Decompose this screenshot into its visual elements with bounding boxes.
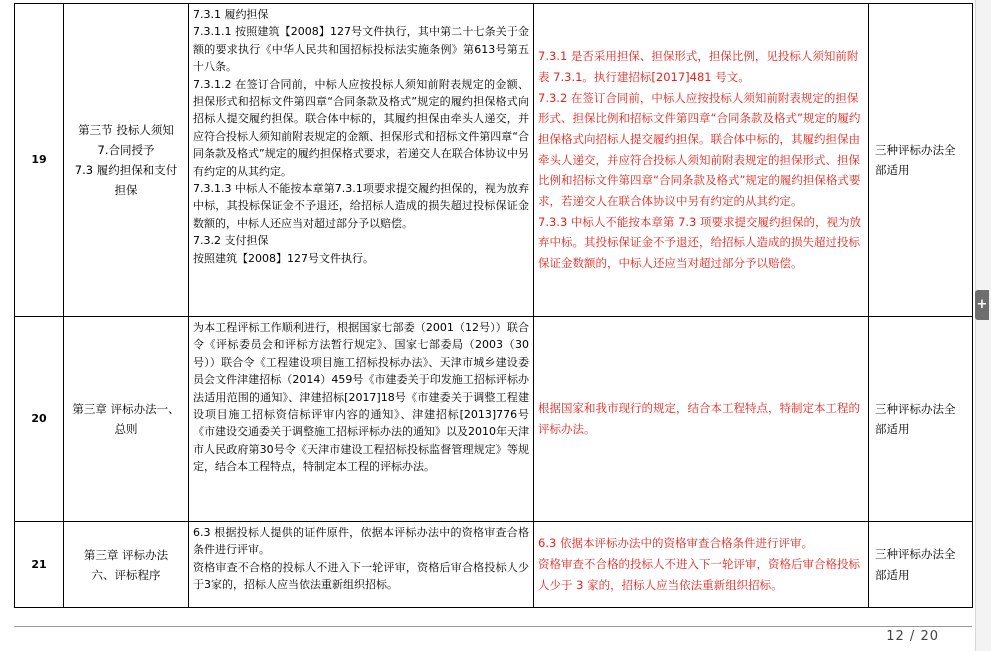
row-number: 19 [15,4,64,317]
row-number: 20 [15,317,64,522]
modified-paragraph: 7.3.1 是否采用担保、担保形式，担保比例，见投标人须知前附表 7.3.1。执行建招标[2017]481 号文。 [538,49,859,84]
modified-paragraph: 根据国家和我市现行的规定，结合本工程特点，特制定本工程的评标办法。 [538,401,860,436]
section-line: 第三章 评标办法 [83,547,169,562]
original-paragraph: 7.3.1 履约担保 [193,8,269,21]
original-paragraph: 7.3.1.3 中标人不能按本章第7.3.1项要求提交履约担保的，视为放弃中标，其投标保证金不予退还，给招标人造成的损失超过投标保证金数额的，中标人还应当对超过部分予以赔偿。 [193,182,529,230]
original-paragraph: 7.3.1.1 按照建筑【2008】127号文件执行，其中第二十七条关于金额的要求执行《中华人民共和国招标投标法实施条例》第613号第五十八条。 [193,25,529,74]
original-clause [189,522,534,608]
original-paragraph: 按照建筑【2008】127号文件执行。 [193,251,374,265]
original-paragraph: 为本工程评标工作顺利进行，根据国家七部委（2001（12号））联合令《评标委员会和评标方法暂行规定》、国家七部委局（2003（30号））联合令《工程建设项目施工招标投标办法》、天津市城乡建设委员会文件津建招标（2014）459号《市建委关于印发施工招标评标办法适用范围的通知》、津建招标[2017]18号《市建委关于调整工程建设项目施工招标资信标评审内容的通知》、津建招标[2013]776号《市建设交通委关于调整施工招标评标办法的通知》以及2010年天津市人民政府第30号令《天津市建设工程招标投标监督管理规定》等规定，结合本工程特点，特制定本工程的评标办法。 [193,321,529,474]
section-reference [64,4,189,317]
original-paragraph: 资格审查不合格的投标人不进入下一轮评审，资格后审合格投标人少于3家的，招标人应当依法重新组织招标。 [193,560,529,592]
modified-paragraph: 7.3.3 中标人不能按本章第 7.3 项要求提交履约担保的，视为放弃中标。其投标保证金不予退还，给招标人造成的损失超过投标保证金数额的，中标人还应当对超过部分予以赔偿。 [538,214,862,271]
table-row [15,317,973,522]
page-footer-rule [14,626,972,627]
row-number: 21 [15,522,64,608]
modified-clause [534,522,869,608]
page-number [886,629,939,644]
table-row [15,4,973,317]
section-line: 第三章 评标办法一、 [72,402,180,416]
modified-paragraph: 资格审查不合格的投标人不进入下一轮评审，资格后审合格投标人少于 3 家的，招标人应当依法重新组织招标。 [538,557,860,592]
expand-panel-button[interactable] [975,290,989,320]
original-paragraph: 7.3.2 支付担保 [193,234,269,248]
plus-icon: + [976,297,988,312]
original-clause [189,317,534,522]
section-line: 第三节 投标人须知 [78,123,174,137]
section-reference [64,317,189,522]
current-page: 12 [886,629,905,644]
modified-clause [534,317,869,522]
section-line: 7.合同授予 [97,143,155,157]
original-paragraph: 6.3 根据投标人提供的证件原件，依据本评标办法中的资格审查合格条件进行评审。 [193,526,529,557]
modified-paragraph: 7.3.2 在签订合同前，中标人应按投标人须知前附表规定的担保形式、担保比例和招标文件第四章“合同条款及格式”规定的履约担保格式向招标人提交履约担保。联合体中标的，其履约担保由牵头人递交，并应符合投标人须知前附表规定的担保形式、担保比例和招标文件第四章“合同条款及格式”规定的履约担保格式要求，若递交人在联合体协议中另有约定的从其约定。 [538,90,861,209]
page-separator: / [909,629,916,644]
original-clause [189,4,534,317]
section-line: 7.3 履约担保和支付 [74,163,178,177]
scroll-gutter [975,0,991,651]
applicability-note: 三种评标办法全部适用 [869,4,973,317]
applicability-note: 三种评标办法全部适用 [869,522,973,608]
original-paragraph: 7.3.1.2 在签订合同前，中标人应按投标人须知前附表规定的金额、担保形式和招标文件第四章“合同条款及格式”规定的履约担保格式向招标人提交履约担保。联合体中标的，其履约担保由牵头人递交，并应符合投标人须知前附表规定的金额、担保形式和招标文件第四章“合同条款及格式”规定的履约担保格式要求，若递交人在联合体协议中另有约定的从其约定。 [193,77,529,178]
comparison-table [14,3,973,608]
modified-clause [534,4,869,317]
section-line: 总则 [114,422,138,436]
section-line: 担保 [114,183,138,197]
table-row [15,522,973,608]
total-pages: 20 [920,629,939,644]
section-line: 六、评标程序 [91,567,161,582]
applicability-note: 三种评标办法全部适用 [869,317,973,522]
section-reference [64,522,189,608]
modified-paragraph: 6.3 依据本评标办法中的资格审查合格条件进行评审。 [538,536,813,551]
